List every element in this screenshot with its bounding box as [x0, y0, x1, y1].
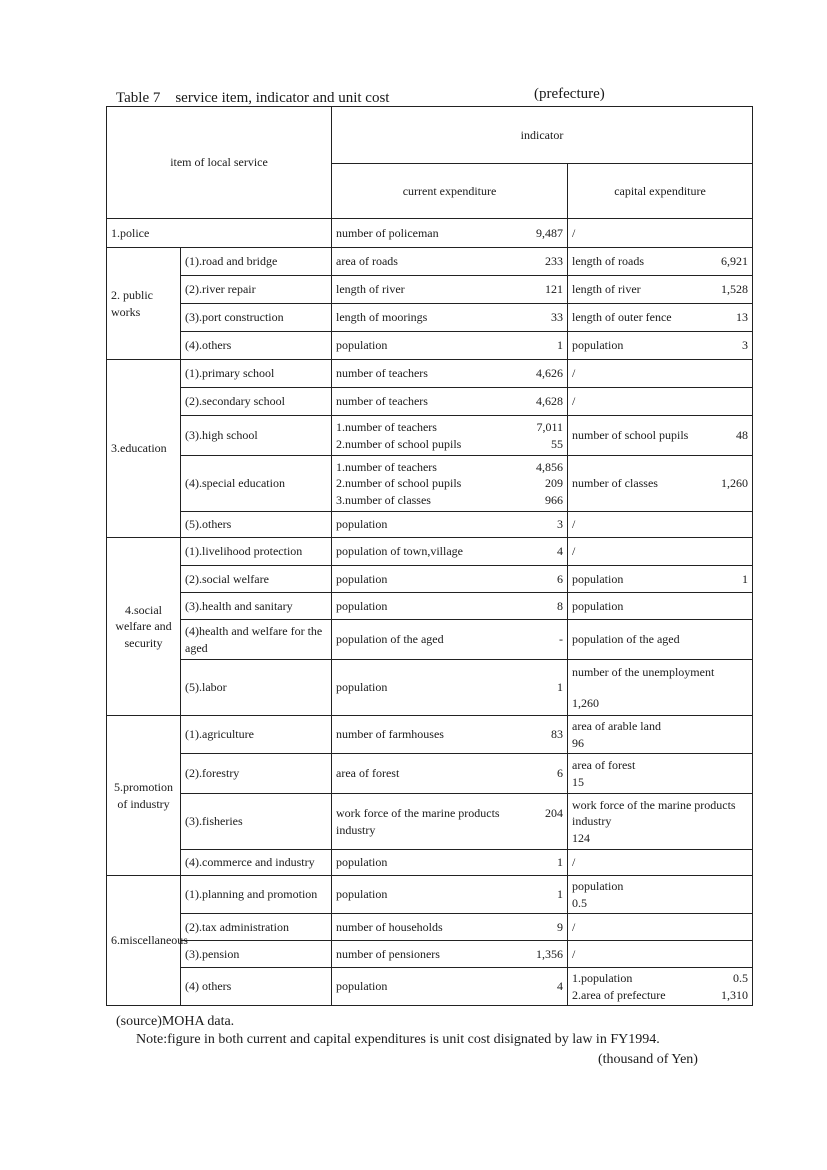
- indicator-value: 7,011: [536, 420, 563, 435]
- category-promotion-of-industry: 5.promotion of industry: [107, 716, 181, 876]
- indicator-value: 1,356: [536, 946, 563, 961]
- capital-cell: [568, 941, 753, 968]
- indicator-value: 0.5: [733, 971, 748, 986]
- capital-cell: [568, 914, 753, 941]
- indicator-label: population: [572, 598, 624, 613]
- indicator-label: length of roads: [572, 254, 644, 269]
- current-cell: [332, 566, 568, 593]
- service-item: (5).labor: [181, 660, 332, 716]
- indicator-value: 6: [557, 766, 563, 781]
- service-item: (3).port construction: [181, 304, 332, 332]
- service-item: (2).tax administration: [181, 914, 332, 941]
- indicator-label: 2.area of prefecture: [572, 987, 666, 1002]
- table-row: [107, 566, 753, 593]
- indicator-value: 1: [557, 338, 563, 353]
- current-cell: [332, 360, 568, 388]
- current-cell: [332, 304, 568, 332]
- service-item: (2).secondary school: [181, 388, 332, 416]
- category-social-welfare: 4.social welfare and security: [107, 538, 181, 716]
- indicator-label: area of arable land: [572, 719, 661, 734]
- table-row: [107, 538, 753, 566]
- indicator-value: 15: [572, 774, 584, 789]
- indicator-value: 121: [545, 282, 563, 297]
- table-caption: [116, 86, 605, 107]
- indicator-value: 1,528: [721, 282, 748, 297]
- indicator-label: 1.population: [572, 971, 633, 986]
- current-cell: [332, 660, 568, 716]
- current-cell: [332, 456, 568, 512]
- table-row: [107, 416, 753, 456]
- indicator-value: 4,856: [536, 460, 563, 475]
- indicator-value: 4: [557, 544, 563, 559]
- indicator-label: length of river: [572, 282, 641, 297]
- service-item: (1).planning and promotion: [181, 876, 332, 914]
- indicator-label: population of town,village: [336, 544, 463, 559]
- table-row: [107, 716, 753, 754]
- service-item: (4).commerce and industry: [181, 850, 332, 876]
- current-cell: [332, 416, 568, 456]
- current-cell: [332, 620, 568, 660]
- indicator-label: number of farmhouses: [336, 727, 444, 742]
- indicator-value: 209: [545, 476, 563, 491]
- capital-cell: [568, 456, 753, 512]
- service-item: (1).agriculture: [181, 716, 332, 754]
- indicator-label: population: [572, 879, 624, 894]
- indicator-label: 3.number of classes: [336, 492, 431, 507]
- table-row: [107, 850, 753, 876]
- indicator-label: number of households: [336, 919, 443, 934]
- category-police: 1.police: [107, 219, 332, 248]
- capital-cell: [568, 566, 753, 593]
- table-row: [107, 276, 753, 304]
- empty-mark: /: [572, 394, 576, 409]
- indicator-value: 6: [557, 571, 563, 586]
- indicator-label: population of the aged: [336, 632, 444, 647]
- service-item: (1).road and bridge: [181, 248, 332, 276]
- indicator-label: work force of the marine products industry: [572, 798, 736, 829]
- indicator-value: 48: [736, 428, 748, 443]
- service-item: (4) others: [181, 968, 332, 1006]
- empty-mark: /: [572, 225, 576, 240]
- indicator-value: 9: [557, 919, 563, 934]
- capital-cell: [568, 388, 753, 416]
- capital-cell: [568, 660, 753, 716]
- service-item: (1).livelihood protection: [181, 538, 332, 566]
- current-cell: [332, 512, 568, 538]
- indicator-value: 1: [742, 571, 748, 586]
- current-cell: [332, 276, 568, 304]
- indicator-label: population of the aged: [572, 632, 680, 647]
- indicator-label: population: [336, 887, 388, 902]
- indicator-label: area of forest: [572, 758, 636, 773]
- capital-cell: [568, 416, 753, 456]
- current-cell: [332, 248, 568, 276]
- capital-cell: [568, 620, 753, 660]
- empty-mark: /: [572, 919, 576, 934]
- category-public-works: 2. public works: [107, 248, 181, 360]
- table-row: [107, 512, 753, 538]
- capital-cell: [568, 512, 753, 538]
- table-row: [107, 660, 753, 716]
- table-row: [107, 360, 753, 388]
- indicator-label: population: [336, 680, 388, 695]
- table-title: Table 7 service item, indicator and unit cost: [116, 90, 390, 106]
- empty-mark: /: [572, 517, 576, 532]
- indicator-value: 55: [551, 436, 563, 451]
- indicator-label: population: [336, 338, 388, 353]
- indicator-label: length of moorings: [336, 310, 428, 325]
- indicator-value: 1,310: [721, 987, 748, 1002]
- current-cell: [332, 968, 568, 1006]
- indicator-value: 8: [557, 598, 563, 613]
- capital-cell: [568, 794, 753, 850]
- indicator-value: -: [559, 632, 563, 647]
- current-cell: [332, 914, 568, 941]
- current-cell: [332, 941, 568, 968]
- indicator-label: population: [336, 855, 388, 870]
- indicator-value: 83: [551, 727, 563, 742]
- empty-mark: /: [572, 946, 576, 961]
- table-row: [107, 304, 753, 332]
- indicator-label: area of roads: [336, 254, 398, 269]
- indicator-label: 1.number of teachers: [336, 460, 437, 475]
- indicator-value: 1: [557, 680, 563, 695]
- capital-cell: [568, 716, 753, 754]
- indicator-value: 1: [557, 855, 563, 870]
- service-item: (5).others: [181, 512, 332, 538]
- service-item: (3).fisheries: [181, 794, 332, 850]
- table-row: [107, 794, 753, 850]
- indicator-value: 1: [557, 887, 563, 902]
- indicator-value: 4,628: [536, 394, 563, 409]
- indicator-value: 966: [545, 492, 563, 507]
- service-item: (2).forestry: [181, 754, 332, 794]
- indicator-label: length of river: [336, 282, 405, 297]
- indicator-label: number of the unemployment: [572, 665, 715, 680]
- service-item: (4).others: [181, 332, 332, 360]
- header-indicator: indicator: [332, 107, 753, 164]
- indicator-label: number of teachers: [336, 394, 428, 409]
- table-row: [107, 593, 753, 620]
- indicator-value: 4: [557, 979, 563, 994]
- indicator-label: population: [336, 598, 388, 613]
- indicator-value: 204: [545, 806, 563, 821]
- capital-cell: [568, 360, 753, 388]
- current-cell: [332, 850, 568, 876]
- current-cell: [332, 754, 568, 794]
- service-item: (1).primary school: [181, 360, 332, 388]
- capital-cell: [568, 876, 753, 914]
- service-item: (3).pension: [181, 941, 332, 968]
- table-row: [107, 754, 753, 794]
- capital-cell: [568, 850, 753, 876]
- category-miscellaneous: 6.miscellaneous: [107, 876, 181, 1006]
- table-row: [107, 332, 753, 360]
- header-item: item of local service: [107, 107, 332, 219]
- indicator-value: 3: [557, 517, 563, 532]
- current-cell: [332, 538, 568, 566]
- service-item: (4).special education: [181, 456, 332, 512]
- current-cell: [332, 593, 568, 620]
- unit-note: (thousand of Yen): [598, 1052, 698, 1067]
- indicator-value: 124: [572, 830, 590, 845]
- capital-cell: [568, 968, 753, 1006]
- capital-cell: [568, 593, 753, 620]
- service-item: (3).high school: [181, 416, 332, 456]
- service-table: [106, 106, 753, 1006]
- indicator-label: population: [572, 571, 624, 586]
- capital-cell: [568, 304, 753, 332]
- service-item: (2).river repair: [181, 276, 332, 304]
- category-education: 3.education: [107, 360, 181, 538]
- indicator-label: population: [336, 517, 388, 532]
- indicator-value: 9,487: [536, 225, 563, 240]
- table-row: [107, 388, 753, 416]
- footnote: Note:figure in both current and capital expenditures is unit cost disignated by law in FY1994.: [136, 1032, 660, 1047]
- service-item: (3).health and sanitary: [181, 593, 332, 620]
- indicator-value: 3: [742, 338, 748, 353]
- current-cell: [332, 332, 568, 360]
- service-item: (2).social welfare: [181, 566, 332, 593]
- empty-mark: /: [572, 855, 576, 870]
- table-row: [107, 456, 753, 512]
- source-note: (source)MOHA data.: [116, 1014, 235, 1029]
- current-cell: [332, 219, 568, 248]
- indicator-label: work force of the marine products industry: [336, 806, 500, 837]
- indicator-value: 33: [551, 310, 563, 325]
- indicator-value: 4,626: [536, 366, 563, 381]
- capital-cell: [568, 538, 753, 566]
- table-scope: (prefecture): [534, 86, 605, 102]
- indicator-label: number of school pupils: [572, 428, 689, 443]
- indicator-value: 1,260: [721, 476, 748, 491]
- table-row: [107, 941, 753, 968]
- capital-cell: [568, 219, 753, 248]
- indicator-value: 1,260: [572, 695, 599, 710]
- current-cell: [332, 388, 568, 416]
- indicator-label: number of classes: [572, 476, 658, 491]
- current-cell: [332, 794, 568, 850]
- indicator-label: number of pensioners: [336, 946, 440, 961]
- table-row: [107, 914, 753, 941]
- indicator-value: 6,921: [721, 254, 748, 269]
- empty-mark: /: [572, 544, 576, 559]
- empty-mark: /: [572, 366, 576, 381]
- current-cell: [332, 876, 568, 914]
- capital-cell: [568, 276, 753, 304]
- current-cell: [332, 716, 568, 754]
- capital-cell: [568, 248, 753, 276]
- indicator-label: number of teachers: [336, 366, 428, 381]
- service-item: (4)health and welfare for the aged: [181, 620, 332, 660]
- header-current: current expenditure: [332, 164, 568, 219]
- indicator-value: 0.5: [572, 895, 587, 910]
- indicator-label: length of outer fence: [572, 310, 672, 325]
- capital-cell: [568, 332, 753, 360]
- indicator-label: 2.number of school pupils: [336, 436, 462, 451]
- indicator-label: population: [336, 979, 388, 994]
- table-row: [107, 876, 753, 914]
- table-row: [107, 248, 753, 276]
- indicator-value: 233: [545, 254, 563, 269]
- indicator-value: 13: [736, 310, 748, 325]
- capital-cell: [568, 754, 753, 794]
- table-row: [107, 620, 753, 660]
- indicator-label: 1.number of teachers: [336, 420, 437, 435]
- indicator-label: population: [572, 338, 624, 353]
- indicator-label: number of policeman: [336, 225, 439, 240]
- indicator-label: 2.number of school pupils: [336, 476, 462, 491]
- table-row: [107, 219, 753, 248]
- table-row: [107, 968, 753, 1006]
- indicator-label: population: [336, 571, 388, 586]
- indicator-value: 96: [572, 735, 584, 750]
- header-capital: capital expenditure: [568, 164, 753, 219]
- indicator-label: area of forest: [336, 766, 400, 781]
